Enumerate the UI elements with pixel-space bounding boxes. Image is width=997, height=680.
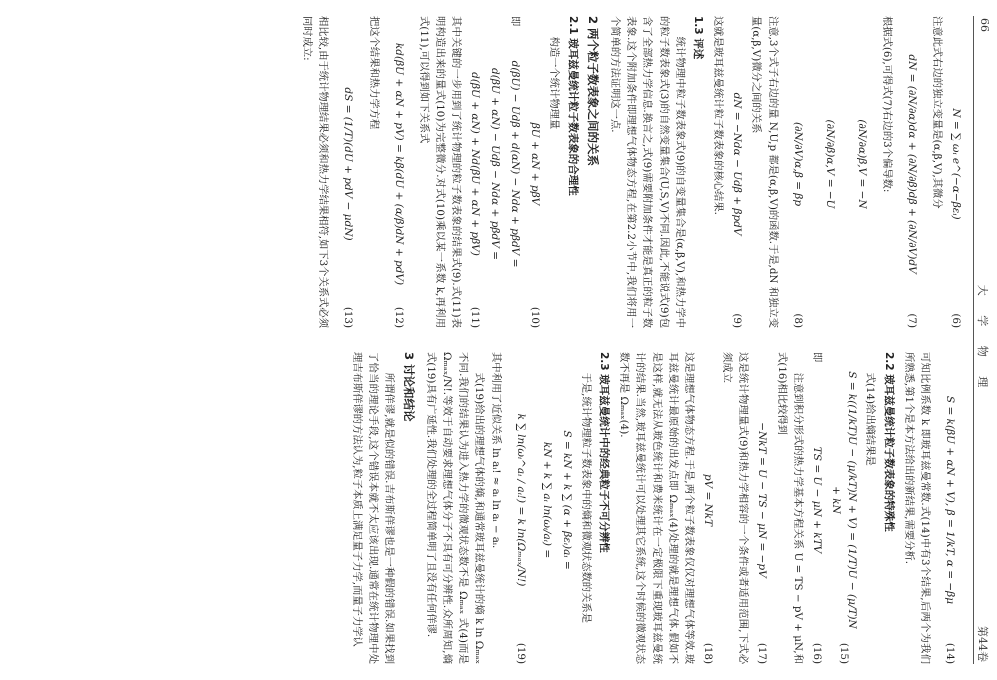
equation-16: 即 TS = U − μN + kTV (16): [810, 352, 823, 664]
equation-7: dN = (∂N/∂α)dα + (∂N/∂β)dβ + (∂N/∂V)dV (7): [905, 54, 918, 328]
paragraph: 其中关键的一步用到了统计物理的粒子数表象的结果式(9).式(11)表明构造出来的量式(10)为完整微分.对式(10)乘以某一系数 k,再利用式(11),可以得到如下关系式: [417, 16, 463, 328]
equation-12: kd(βU + αN + pV) = kβ(dU + (α/β)dN + pdV) (12): [392, 42, 405, 328]
equation-partial-beta: (∂N/∂β)α,V = −U: [823, 119, 836, 209]
equation-19-line1: S = kN + k ∑ (α + βεᵢ)aᵢ =: [560, 430, 573, 570]
header-rule: [973, 16, 974, 664]
equation-partial-alpha: (∂N/∂α)β,V = −N: [855, 119, 868, 209]
equation-19: k ∑ ln(ωᵢ^aᵢ / aᵢ!) = k ln(Ωₘₐₓ/N!) (19): [514, 413, 527, 664]
paragraph: 这就是玻耳兹曼统计粒子数表象的核心结果.: [712, 16, 725, 215]
paragraph: 注意到积分形式的热力学基本方程关系 U = TS − pV + μN,和式(16)相比较得到: [775, 352, 804, 664]
paragraph: 根据式(6),可得式(7)右边的3个偏导数:: [880, 16, 893, 193]
left-column: [299, 16, 967, 328]
equation-11: d(βU + αN) + Nd(βU + αN + pβV) (11): [469, 72, 482, 328]
section-heading-1-3: 1.3 评述: [691, 16, 704, 60]
equation-11-line2: d(βU + αN) − Udβ − Ndα + pβdV =: [489, 68, 502, 260]
section-heading-2-3: 2.3 玻耳兹曼统计中的经典粒子不可分辨性: [597, 352, 610, 553]
paragraph: 式(14)给出熵结果是: [864, 372, 877, 466]
paragraph: 注意此式右边的独立变量是(α,β,V),其微分: [931, 16, 943, 209]
paragraph: 统计物理中粒子数表象式(9)的自变量集合是(α,β,V),和热力学中的粒子数表象式(3)的自然变量集合(U,S,V)不同.因此,不能说式(9)包含了全部热力学信息.换言之,式(9)需要附加条件才能是真正的粒子数表象.这个附加条件即理想气体物态方程,在第2.2小节中,我们将用一个简单的方法证明这一点.: [608, 16, 686, 328]
paragraph: 可知比例系数 k 即玻耳兹曼常数.式(14)中有3个结果,后两个为我们所熟悉,第1个是本方法给出的新结果,需要分析.: [902, 352, 931, 664]
right-column: [349, 352, 967, 664]
paragraph: 这是统计物理量式(9)和热力学相容的一个条件或者适用范围,下式必须成立: [721, 352, 750, 664]
section-heading-2-1: 2.1 玻耳兹曼统计粒子数表象的合理性: [566, 16, 579, 196]
paragraph: 其中利用了近似关系 ln aᵢ! ≈ aᵢ ln aᵢ − aᵢ.: [489, 352, 502, 549]
equation-19-line2: kN + k ∑ aᵢ ln(ωᵢ/aᵢ) =: [540, 441, 553, 559]
volume-label: 第44卷: [976, 626, 989, 662]
equation-6: N = ∑ ωᵢ e^(−α−βεᵢ) (6): [950, 108, 963, 328]
journal-title: 大 学 物 理: [976, 284, 989, 396]
equation-8: (∂N/∂V)α,β = βp (8): [791, 121, 804, 328]
equation-11-line1: 即 d(βU) − Udβ + d(αN) − Ndα + pβdV =: [509, 16, 522, 268]
section-heading-3: 3 讨论和结论: [401, 352, 416, 422]
equation-13: dS = (1/T)(dU + pdV − μdN) (13): [342, 87, 355, 328]
equation-18: pV = NkT (18): [702, 473, 715, 664]
equation-17: −NkT = U − TS − μN = −pV (17): [756, 422, 769, 664]
paragraph: 构造一个统计物理量: [548, 36, 561, 130]
equation-9: dN = −Ndα − Udβ + βpdV (9): [731, 92, 744, 328]
equation-10: βU + αN + pβV (10): [529, 122, 542, 328]
equation-15: S = k((1/kT)U − (μ/kT)N + V) = (1/T)U − (μ/T)N + kN (15): [829, 371, 859, 664]
paragraph: 所谓佯谬,就是似的错误.吉布斯佯谬也是一种假的错误.如果找到了恰当的理论手段,这个错误本就不太应该出现.通常在统计物理中处理吉布斯佯谬的方法认为,粒子本质上满足量子力学,而量子力学认: [350, 352, 396, 664]
page-number: 66: [978, 18, 991, 32]
paragraph: 于是,统计物理粒子数表象中的熵和微观状态数的关系是: [579, 372, 592, 623]
section-heading-2-2: 2.2 玻耳兹曼统计粒子数表象的特殊性: [882, 352, 895, 532]
paragraph: 相比较,由于统计物理结果必须和热力学结果相符,如下3个关系式必须同时成立:: [301, 16, 330, 328]
paragraph: 把这个结果和热力学方程: [367, 16, 380, 130]
section-heading-2: 2 两个粒子数表象之间的关系: [585, 16, 600, 167]
paragraph: 式(19)给出的理想气体的熵,和通常玻耳兹曼统计的熵 k ln Ωₘₐₓ 不同.我们的结果认为进入热力学的微观状态数不是 Ωₘₐₓ 式(4)而是 Ωₘₐₓ/N!.等效于自动要求理想气体分子不具有可分辨性.众所周知,熵式(19)具有广延性.我们处理的全过程简单明了且没有任何佯谬.: [424, 352, 486, 664]
paragraph: 这是理想气体物态方程.于是,两个粒子数表象仅仅对理想气体等效.玻耳兹曼统计最原始的出发点即 Ωₘₐₓ(4)处理的就是理想气体.假如不是这样,就无法从玻色统计和费米统计在一定极限下重现玻耳兹曼统计的结果.当然,玻耳兹曼统计可以处理其它系统,这个时候的微观状态数不再是 Ωₘₐₓ(4).: [618, 352, 695, 664]
paragraph: 注意,3个式子右边的量 N,U,p 都是(α,β,V)的函数.于是,dN 和独立变量(α,β,V)微分之间的关系: [750, 16, 779, 328]
equation-14: S = k(βU + αN + V), β = 1/kT, α = −βμ (14): [944, 395, 957, 664]
